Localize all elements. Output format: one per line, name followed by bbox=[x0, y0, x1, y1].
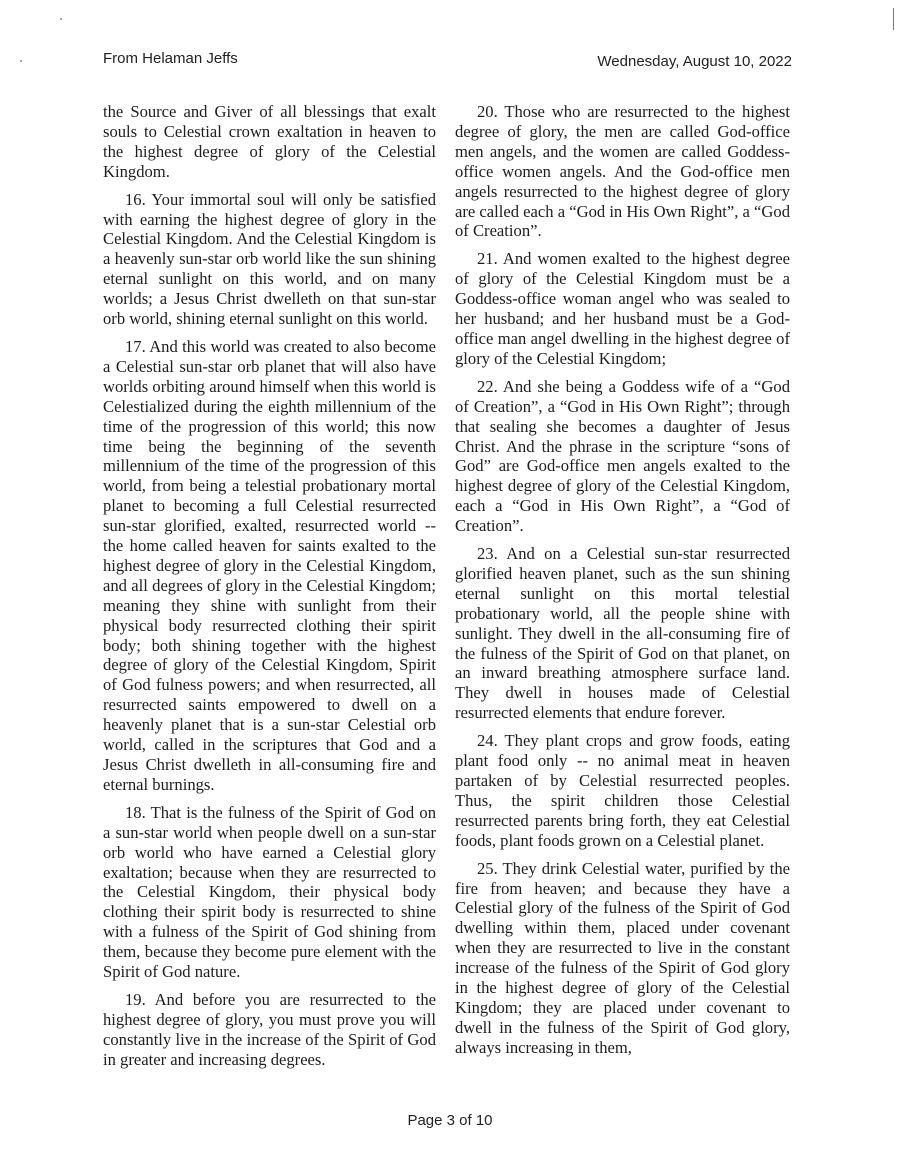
page-number: Page 3 of 10 bbox=[407, 1112, 493, 1129]
paragraph-19: 19. And before you are resurrected to the highest degree of glory, you must prove you will constantly live in the increase of the Spirit of God in greater and increasing degrees. bbox=[103, 989, 436, 1069]
scan-artifact-dot bbox=[60, 18, 62, 20]
scan-artifact-mark bbox=[893, 8, 894, 30]
paragraph-24: 24. They plant crops and grow foods, eating plant food only -- no animal meat in heaven partaken of by Celestial resurrected peoples. Thus, the spirit children those Celestial resurrected parents bring forth, they eat Celestial foods, plant foods grown on a Celestial planet. bbox=[455, 731, 790, 850]
paragraph-continuation: the Source and Giver of all blessings that exalt souls to Celestial crown exaltation in heaven to the highest degree of glory of the Celestial Kingdom. bbox=[103, 102, 436, 181]
right-text-column bbox=[455, 102, 790, 1066]
header-author: From Helaman Jeffs bbox=[103, 50, 238, 67]
paragraph-25: 25. They drink Celestial water, purified by the fire from heaven; and because they have a Celestial glory of the fulness of the Spirit of God dwelling within them, placed under covenant when they are resurrected to live in the constant increase of the fulness of the Spirit of God glory in the highest degree of glory of the Celestial Kingdom; they are placed under covenant to dwell in the fulness of the Spirit of God glory, always increasing in them, bbox=[455, 858, 790, 1057]
paragraph-22: 22. And she being a Goddess wife of a “God of Creation”, a “God in His Own Right”; through that sealing she becomes a daughter of Jesus Christ. And the phrase in the scripture “sons of God” are God-office men angels exalted to the highest degree of glory of the Celestial Kingdom, each a “God in His Own Right”, a “God of Creation”. bbox=[455, 376, 790, 536]
paragraph-16: 16. Your immortal soul will only be satisfied with earning the highest degree of glory in the Celestial Kingdom. And the Celestial Kingdom is a heavenly sun-star orb world like the sun shining eternal sunlight on this world, and on many worlds; a Jesus Christ dwelleth on that sun-star orb world, shining eternal sunlight on this world. bbox=[103, 189, 436, 329]
paragraph-21: 21. And women exalted to the highest degree of glory of the Celestial Kingdom must be a Goddess-office woman angel who was sealed to her husband; and her husband must be a God-office man angel dwelling in the highest degree of glory of the Celestial Kingdom; bbox=[455, 249, 790, 368]
paragraph-17: 17. And this world was created to also become a Celestial sun-star orb planet that will also have worlds orbiting around himself when this world is Celestialized during the eighth millennium of the time of the progression of this world; this now time being the beginning of the seventh millennium of the time of the progression of this world, from being a telestial probationary mortal planet to becoming a full Celestial resurrected sun-star glorified, exalted, resurrected world -- the home called heaven for saints exalted to the highest degree of glory in the Celestial Kingdom, and all degrees of glory in the Celestial Kingdom; meaning they shine with sunlight from their physical body resurrected clothing their spirit body; both shining together with the highest degree of glory of the Celestial Kingdom, Spirit of God fulness powers; and when resurrected, all resurrected saints empowered to dwell on a heavenly planet that is a sun-star Celestial orb world, called in the scriptures that God and a Jesus Christ dwelleth in all-consuming fire and eternal burnings. bbox=[103, 336, 436, 794]
left-text-column bbox=[103, 102, 436, 1078]
header-date: Wednesday, August 10, 2022 bbox=[597, 53, 792, 70]
paragraph-18: 18. That is the fulness of the Spirit of God on a sun-star world when people dwell on a sun-star orb world who have earned a Celestial glory exaltation; because when they are resurrected to the Celestial Kingdom, their physical body clothing their spirit body is resurrected to shine with a fulness of the Spirit of God shining from them, because they become pure element with the Spirit of God nature. bbox=[103, 802, 436, 982]
paragraph-20: 20. Those who are resurrected to the highest degree of glory, the men are called God-office men angels, and the women are called Goddess-office women angels. And the God-office men angels resurrected to the highest degree of glory are called each a “God in His Own Right”, a “God of Creation”. bbox=[455, 102, 790, 241]
paragraph-23: 23. And on a Celestial sun-star resurrected glorified heaven planet, such as the sun shining eternal sunlight on this mortal telestial probationary world, all the people shine with sunlight. They dwell in the all-consuming fire of the fulness of the Spirit of God on that planet, on an inward breathing atmosphere surface land. They dwell in houses made of Celestial resurrected elements that endure forever. bbox=[455, 544, 790, 723]
scan-artifact-dot bbox=[20, 60, 22, 62]
